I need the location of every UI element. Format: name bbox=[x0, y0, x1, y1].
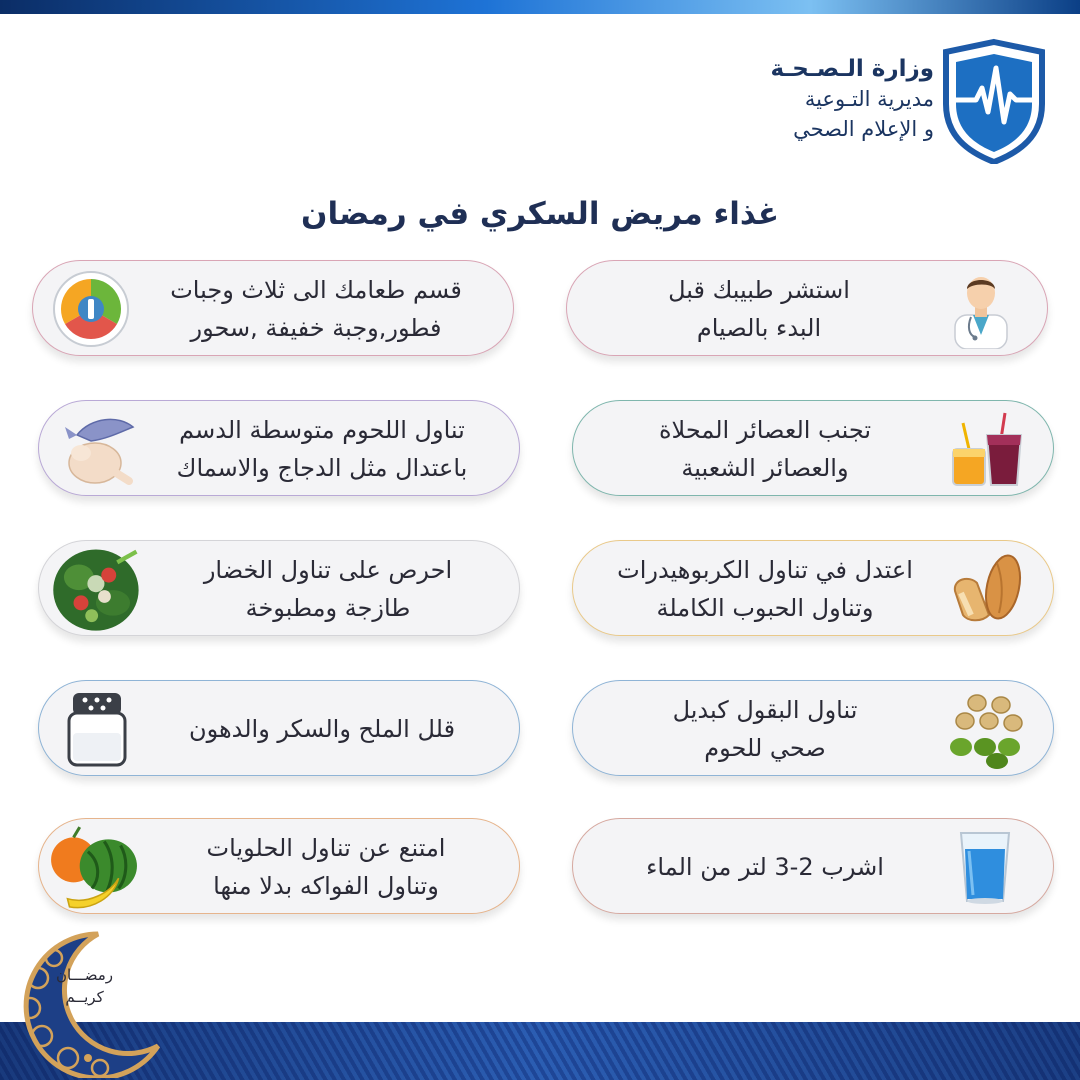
tip-lean-meats bbox=[38, 400, 520, 496]
ministry-header bbox=[686, 38, 1046, 168]
fruits-icon bbox=[43, 821, 143, 913]
tip-vegetables bbox=[38, 540, 520, 636]
tip-line1: اعتدل في تناول الكربوهيدرات bbox=[617, 556, 913, 584]
bread-icon bbox=[947, 549, 1027, 629]
tip-line1: قلل الملح والسكر والدهون bbox=[188, 715, 456, 743]
tip-line1: قسم طعامك الى ثلاث وجبات bbox=[170, 276, 462, 304]
water-glass-icon bbox=[947, 827, 1027, 907]
tip-text bbox=[593, 401, 937, 497]
ministry-line1: وزارة الـصـحـة bbox=[770, 56, 934, 82]
tip-line2: البدء بالصيام bbox=[696, 314, 822, 342]
tip-reduce-salt bbox=[38, 680, 520, 776]
tip-drink-water bbox=[572, 818, 1054, 914]
tip-line1: تناول البقول كبديل bbox=[672, 696, 858, 724]
doctor-icon bbox=[941, 269, 1021, 349]
tip-line2: صحي للحوم bbox=[704, 734, 826, 762]
top-accent-bar bbox=[0, 0, 1080, 14]
tip-text bbox=[587, 261, 931, 357]
tip-text bbox=[593, 681, 937, 777]
ramadan-kareem-text bbox=[56, 964, 113, 1008]
vegetables-icon bbox=[49, 541, 145, 637]
tip-divide-meals bbox=[32, 260, 514, 356]
tip-line1: اشرب 2-3 لتر من الماء bbox=[646, 853, 884, 881]
ministry-line2: مديرية التـوعية bbox=[804, 87, 934, 111]
tip-line1: استشر طبيبك قبل bbox=[668, 276, 850, 304]
tip-text bbox=[151, 819, 501, 915]
tip-consult-doctor bbox=[566, 260, 1048, 356]
tip-text bbox=[593, 819, 937, 915]
tip-avoid-juices bbox=[572, 400, 1054, 496]
plate-icon bbox=[51, 269, 131, 349]
ramadan-line2: كريــم bbox=[65, 988, 104, 1006]
tip-text bbox=[143, 401, 501, 497]
chicken-fish-icon bbox=[57, 409, 137, 489]
tip-line1: تجنب العصائر المحلاة bbox=[658, 416, 872, 444]
tip-line2: وتناول الفواكه بدلا منها bbox=[213, 872, 439, 900]
tip-line2: فطور,وجبة خفيفة ,سحور bbox=[190, 314, 442, 342]
tip-line1: امتنع عن تناول الحلويات bbox=[206, 834, 446, 862]
ramadan-line1: رمضـــان bbox=[56, 966, 114, 984]
juice-icon bbox=[947, 409, 1027, 489]
tip-line2: باعتدال مثل الدجاج والاسماك bbox=[176, 454, 468, 482]
ministry-line3: و الإعلام الصحي bbox=[793, 117, 934, 141]
shield-heartbeat-icon bbox=[942, 38, 1046, 164]
tip-text bbox=[137, 261, 495, 357]
tip-text bbox=[143, 681, 501, 777]
tip-line1: احرص على تناول الخضار bbox=[203, 556, 453, 584]
tip-line2: والعصائر الشعبية bbox=[681, 454, 849, 482]
tip-line2: طازجة ومطبوخة bbox=[245, 594, 411, 622]
legumes-icon bbox=[947, 689, 1027, 769]
ministry-name bbox=[770, 54, 934, 144]
tip-moderate-carbs bbox=[572, 540, 1054, 636]
tip-avoid-sweets bbox=[38, 818, 520, 914]
tip-legumes bbox=[572, 680, 1054, 776]
tip-line2: وتناول الحبوب الكاملة bbox=[656, 594, 874, 622]
tip-text bbox=[593, 541, 937, 637]
tip-line1: تناول اللحوم متوسطة الدسم bbox=[179, 416, 465, 444]
tip-text bbox=[155, 541, 501, 637]
page-title: غذاء مريض السكري في رمضان bbox=[300, 196, 780, 232]
salt-shaker-icon bbox=[57, 689, 137, 769]
